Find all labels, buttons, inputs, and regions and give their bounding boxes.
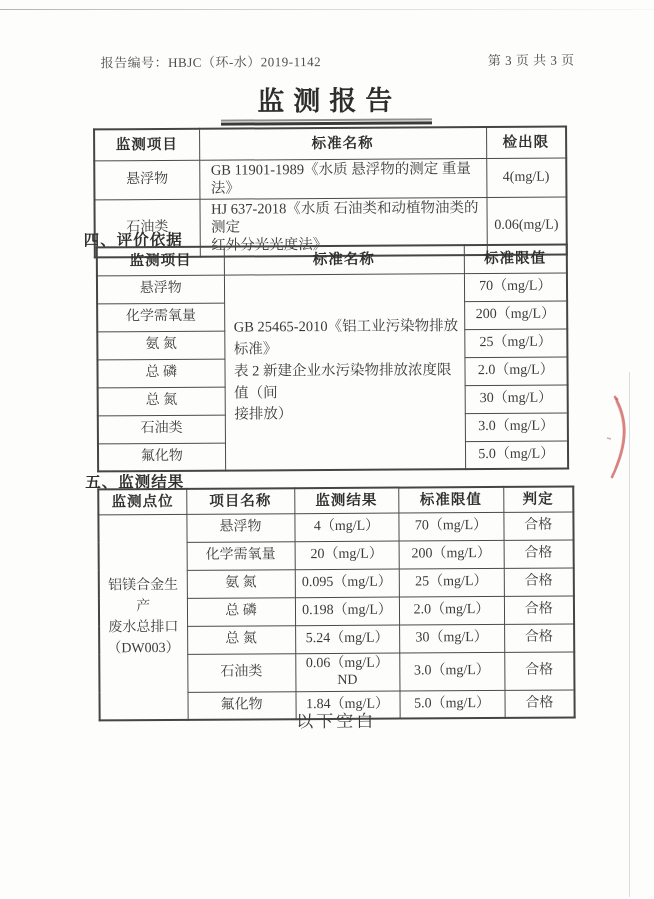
result-cell: 1.84（mg/L） xyxy=(295,691,399,720)
verdict-cell: 合格 xyxy=(503,511,573,539)
limit-cell: 0.06(mg/L) xyxy=(486,197,566,255)
col-header-item: 监测项目 xyxy=(97,247,224,276)
limit-cell: 30（mg/L） xyxy=(465,385,568,414)
results-table xyxy=(97,485,575,721)
meta-row xyxy=(101,49,575,71)
table-row xyxy=(94,158,566,200)
limit-cell: 4(mg/L) xyxy=(486,158,566,198)
item-cell: 总 磷 xyxy=(187,597,295,626)
limit-cell: 3.0（mg/L） xyxy=(465,413,568,442)
standard-name-cell: GB 25465-2010《铝工业污染物排放标准》 表 2 新建企业水污染物排放浓度限值（间 接排放） xyxy=(224,273,465,470)
limit-cell: 3.0（mg/L） xyxy=(399,652,504,691)
col-header-item: 监测项目 xyxy=(94,129,199,161)
verdict-cell: 合格 xyxy=(504,567,574,595)
verdict-cell: 合格 xyxy=(504,539,574,567)
site-cell: 铝镁合金生产 废水总排口 （DW003） xyxy=(98,514,187,721)
verdict-cell: 合格 xyxy=(504,623,574,651)
col-header-verdict: 判定 xyxy=(503,486,573,511)
col-header-item: 项目名称 xyxy=(186,488,294,514)
col-header-result: 监测结果 xyxy=(294,488,398,514)
result-cell: 4（mg/L） xyxy=(294,513,398,542)
table-row xyxy=(98,511,573,542)
item-cell: 总 磷 xyxy=(97,359,224,388)
item-cell: 化学需氧量 xyxy=(187,541,295,570)
result-cell: 5.24（mg/L） xyxy=(295,625,399,654)
evaluation-table xyxy=(96,244,569,473)
result-cell: 0.198（mg/L） xyxy=(295,597,399,626)
col-header-standard: 标准名称 xyxy=(199,127,486,160)
title-underline xyxy=(221,118,432,125)
limit-cell: 200（mg/L） xyxy=(464,301,567,330)
item-cell: 石油类 xyxy=(98,415,225,444)
standard-cell: HJ 637-2018《水质 石油类和动植物油类的测定 红外分光光度法》 xyxy=(199,197,486,257)
limit-cell: 5.0（mg/L） xyxy=(465,441,568,470)
item-cell: 总 氮 xyxy=(98,387,225,416)
table-row xyxy=(97,273,567,304)
item-cell: 悬浮物 xyxy=(186,513,294,542)
page-indicator: 第 3 页 共 3 页 xyxy=(487,52,575,69)
standard-cell: GB 11901-1989《水质 悬浮物的测定 重量法》 xyxy=(199,158,486,199)
verdict-cell: 合格 xyxy=(504,595,574,623)
table-header-row xyxy=(97,245,567,276)
limit-cell: 25（mg/L） xyxy=(399,568,504,597)
limit-cell: 2.0（mg/L） xyxy=(399,596,504,625)
limit-cell: 30（mg/L） xyxy=(399,624,504,653)
item-cell: 氨 氮 xyxy=(97,331,224,360)
col-header-site: 监测点位 xyxy=(98,489,186,515)
limit-cell: 25（mg/L） xyxy=(464,329,567,358)
result-cell: 20（mg/L） xyxy=(295,541,399,570)
verdict-cell: 合格 xyxy=(504,651,574,689)
item-cell: 石油类 xyxy=(94,199,199,258)
item-cell: 化学需氧量 xyxy=(97,303,224,332)
limit-cell: 70（mg/L） xyxy=(464,273,567,302)
item-cell: 氟化物 xyxy=(98,443,225,472)
col-header-detection-limit: 检出限 xyxy=(486,127,566,158)
section-heading-monitoring-results: 五、监测结果 xyxy=(85,473,185,492)
table-header-row xyxy=(98,486,573,514)
section-heading-evaluation-basis: 四、评价依据 xyxy=(83,231,183,250)
page-title: 监测报告 xyxy=(257,85,402,117)
col-header-limit: 标准限值 xyxy=(398,487,503,513)
trailing-blank-note: 以下空白 xyxy=(296,711,377,732)
item-cell: 总 氮 xyxy=(187,625,295,654)
verdict-cell: 合格 xyxy=(504,689,574,717)
limit-cell: 200（mg/L） xyxy=(399,540,504,569)
limit-cell: 70（mg/L） xyxy=(398,512,503,541)
item-cell: 氟化物 xyxy=(187,691,295,720)
item-cell: 悬浮物 xyxy=(97,275,224,304)
col-header-limit: 标准限值 xyxy=(464,245,567,274)
col-header-standard: 标准名称 xyxy=(224,245,464,274)
red-stamp-arc-icon xyxy=(605,394,633,480)
report-number: 报告编号：HBJC（环-水）2019-1142 xyxy=(100,54,322,71)
result-cell: 0.095（mg/L） xyxy=(295,569,399,598)
item-cell: 石油类 xyxy=(187,653,295,692)
limit-cell: 2.0（mg/L） xyxy=(464,357,567,386)
limit-cell: 5.0（mg/L） xyxy=(399,690,504,719)
table-header-row xyxy=(94,127,566,161)
item-cell: 氨 氮 xyxy=(187,569,295,598)
item-cell: 悬浮物 xyxy=(94,160,199,200)
result-cell: 0.06（mg/L）ND xyxy=(295,653,399,692)
